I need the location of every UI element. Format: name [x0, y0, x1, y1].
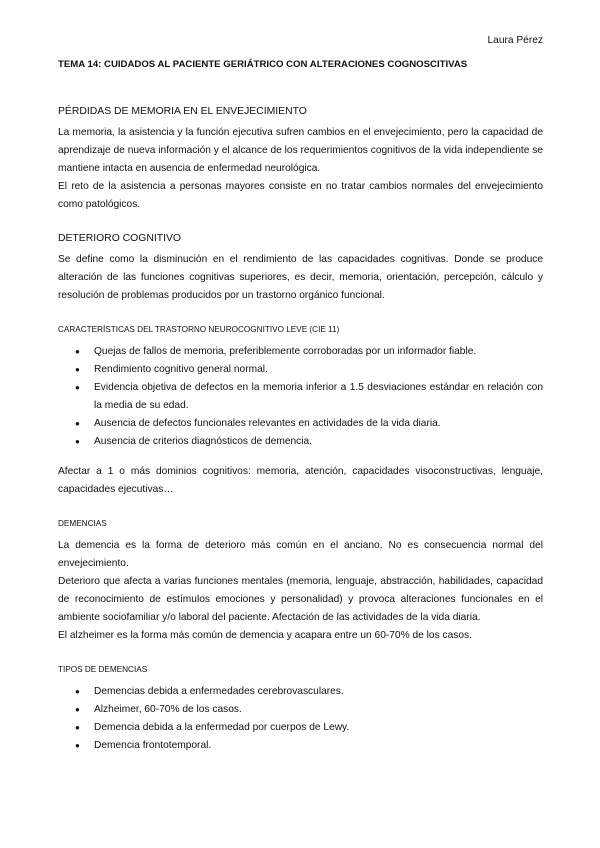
section-heading-mild-disorder: CARACTERÍSTICAS DEL TRASTORNO NEUROCOGNITIVO LEVE (CIE 11) — [58, 325, 340, 334]
bullet-icon: ● — [75, 741, 80, 750]
paragraph: El alzheimer es la forma más común de demencia y acapara entre un 60-70% de los casos. — [58, 630, 472, 641]
list-item: ● Ausencia de criterios diagnósticos de demencia. — [58, 433, 543, 451]
bullet-icon: ● — [75, 687, 80, 696]
paragraph: El reto de la asistencia a personas mayores consiste en no tratar cambios normales del envejecimiento como patológicos. — [58, 181, 543, 210]
paragraph: Afectar a 1 o más dominios cognitivos: memoria, atención, capacidades visoconstructivas, lenguaje, capacidades ejecutivas… — [58, 466, 543, 495]
paragraph: Deterioro que afecta a varias funciones mentales (memoria, lenguaje, abstracción, habilidades, capacidad de reconocimiento de estímulos emociones y personalidad) y provoca alteraciones funcionales en el ambiente sociofamiliar y/o laboral del paciente. Afectación de las actividades de la vida diaria. — [58, 576, 543, 623]
list-item: ● Demencia debida a la enfermedad por cuerpos de Lewy. — [58, 719, 543, 737]
list-item: ● Quejas de fallos de memoria, preferiblemente corroboradas por un informador fiable. — [58, 343, 543, 361]
list-item: ● Rendimiento cognitivo general normal. — [58, 361, 543, 379]
section-heading-memory-loss: PÉRDIDAS DE MEMORIA EN EL ENVEJECIMIENTO — [58, 106, 307, 117]
author-name: Laura Pérez — [487, 35, 543, 46]
bullet-icon: ● — [75, 347, 80, 356]
section-heading-dementias: DEMENCIAS — [58, 519, 107, 528]
list-item: ● Alzheimer, 60-70% de los casos. — [58, 701, 543, 719]
bullet-icon: ● — [75, 365, 80, 374]
document-body — [58, 56, 543, 755]
bullet-icon: ● — [75, 383, 80, 392]
bullet-icon: ● — [75, 437, 80, 446]
list-item: ● Evidencia objetiva de defectos en la memoria inferior a 1.5 desviaciones estándar en relación con la media de su edad. — [58, 379, 543, 415]
document-title: TEMA 14: CUIDADOS AL PACIENTE GERIÁTRICO CON ALTERACIONES COGNOSCITIVAS — [58, 59, 468, 70]
bullet-icon: ● — [75, 705, 80, 714]
bullet-icon: ● — [75, 723, 80, 732]
bullet-icon: ● — [75, 419, 80, 428]
section-heading-cognitive-decline: DETERIORO COGNITIVO — [58, 233, 181, 244]
paragraph: Se define como la disminución en el rendimiento de las capacidades cognitivas. Donde se produce alteración de las funciones cognitivas superiores, es decir, memoria, orientación, percepción, cálculo y resolución de problemas producidos por un trastorno orgánico funcional. — [58, 254, 543, 301]
list-item: ● Demencia frontotemporal. — [58, 737, 543, 755]
paragraph: La memoria, la asistencia y la función ejecutiva sufren cambios en el envejecimiento, pero la capacidad de aprendizaje de nueva información y el alcance de los requerimientos cognitivos de la vida independiente se mantiene intacta en ausencia de enfermedad neurológica. — [58, 127, 543, 174]
list-item: ● Demencias debida a enfermedades cerebrovasculares. — [58, 683, 543, 701]
section-heading-dementia-types: TIPOS DE DEMENCIAS — [58, 665, 148, 674]
paragraph: La demencia es la forma de deterioro más común en el anciano. No es consecuencia normal del envejecimiento. — [58, 540, 543, 569]
bullet-list-mild-disorder — [58, 343, 543, 451]
list-item: ● Ausencia de defectos funcionales relevantes en actividades de la vida diaria. — [58, 415, 543, 433]
bullet-list-dementia-types — [58, 683, 543, 755]
